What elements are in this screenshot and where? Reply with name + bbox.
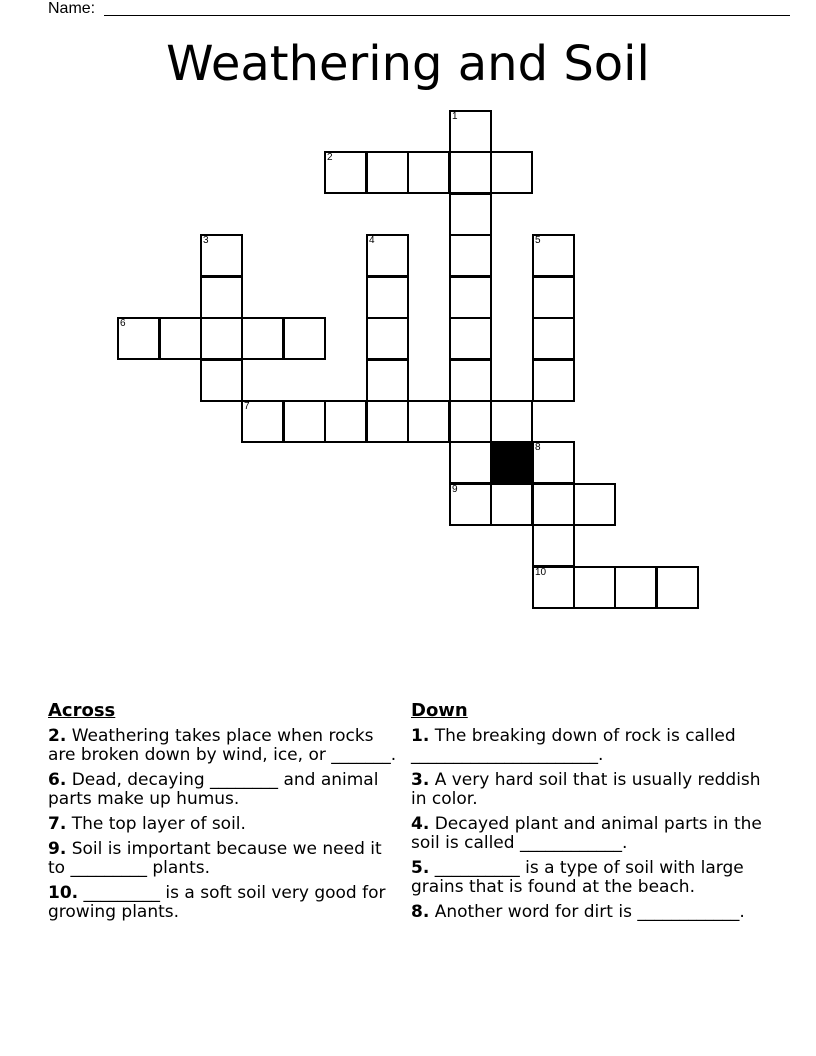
clue-text: A very hard soil that is usually reddish in color. — [411, 770, 761, 809]
crossword-cell[interactable] — [449, 276, 492, 319]
crossword-cell[interactable] — [283, 317, 326, 360]
clue-text: Soil is important because we need it to _________ plants. — [48, 839, 382, 878]
crossword-cell[interactable] — [532, 359, 575, 402]
clue-text: _________ is a soft soil very good for growing plants. — [48, 883, 386, 922]
crossword-cell[interactable] — [656, 566, 699, 609]
crossword-cell[interactable] — [324, 151, 367, 194]
clue-number: 6. — [48, 770, 67, 790]
crossword-cell[interactable] — [614, 566, 657, 609]
clue-item — [48, 884, 398, 922]
crossword-cell[interactable] — [366, 234, 409, 277]
crossword-cell[interactable] — [573, 483, 616, 526]
clue-number: 10. — [48, 883, 79, 903]
crossword-cell[interactable] — [490, 483, 533, 526]
clue-number: 8. — [411, 902, 430, 922]
clue-number: 8 — [535, 442, 541, 453]
clue-item — [411, 903, 776, 922]
clue-item — [411, 727, 776, 765]
clue-text: The top layer of soil. — [71, 814, 246, 834]
crossword-cell[interactable] — [366, 151, 409, 194]
clue-number: 7 — [244, 401, 250, 412]
clue-text: Decayed plant and animal parts in the soil is called ____________. — [411, 814, 762, 853]
crossword-cell[interactable] — [366, 276, 409, 319]
crossword-cell[interactable] — [449, 317, 492, 360]
crossword-cell[interactable] — [366, 317, 409, 360]
name-label: Name: — [48, 0, 96, 17]
crossword-cell[interactable] — [449, 400, 492, 443]
crossword-cell[interactable] — [449, 483, 492, 526]
clue-number: 4 — [369, 235, 375, 246]
crossword-cell[interactable] — [200, 276, 243, 319]
clue-number: 10 — [535, 567, 547, 578]
crossword-cell[interactable] — [200, 317, 243, 360]
clue-number: 2 — [327, 152, 333, 163]
crossword-cell[interactable] — [449, 359, 492, 402]
crossword-cell[interactable] — [366, 400, 409, 443]
clue-text: The breaking down of rock is called ______________________. — [411, 726, 736, 765]
crossword-cell[interactable] — [532, 276, 575, 319]
crossword-cell[interactable] — [532, 441, 575, 484]
down-heading: Down — [411, 700, 468, 721]
clue-number: 5 — [535, 235, 541, 246]
clue-number: 9 — [452, 484, 458, 495]
clue-text: __________ is a type of soil with large grains that is found at the beach. — [411, 858, 744, 897]
crossword-cell[interactable] — [407, 151, 450, 194]
crossword-cell[interactable] — [200, 359, 243, 402]
crossword-cell[interactable] — [573, 566, 616, 609]
crossword-cell[interactable] — [407, 400, 450, 443]
clue-item — [48, 840, 398, 878]
clue-item — [48, 815, 398, 834]
clue-number: 3 — [203, 235, 209, 246]
crossword-cell[interactable] — [241, 317, 284, 360]
clue-item — [411, 815, 776, 853]
crossword-cell[interactable] — [449, 193, 492, 236]
crossword-cell[interactable] — [159, 317, 202, 360]
clue-item — [48, 727, 398, 765]
clue-text: Dead, decaying ________ and animal parts make up humus. — [48, 770, 379, 809]
crossword-cell[interactable] — [532, 234, 575, 277]
crossword-cell[interactable] — [490, 400, 533, 443]
crossword-cell[interactable] — [490, 151, 533, 194]
crossword-cell[interactable] — [449, 151, 492, 194]
clue-number: 9. — [48, 839, 67, 859]
clue-text: Weathering takes place when rocks are broken down by wind, ice, or _______. — [48, 726, 397, 765]
page-title: Weathering and Soil — [166, 36, 650, 92]
crossword-cell[interactable] — [532, 524, 575, 567]
crossword-cell[interactable] — [283, 400, 326, 443]
across-heading: Across — [48, 700, 116, 721]
clue-number: 3. — [411, 770, 430, 790]
clue-number: 1 — [452, 111, 458, 122]
crossword-cell[interactable] — [449, 234, 492, 277]
clue-text: Another word for dirt is ____________. — [434, 902, 745, 922]
crossword-cell[interactable] — [532, 483, 575, 526]
crossword-cell[interactable] — [324, 400, 367, 443]
clue-item — [48, 771, 398, 809]
across-clues — [48, 700, 398, 928]
clue-number: 2. — [48, 726, 67, 746]
crossword-cell[interactable] — [200, 234, 243, 277]
crossword-cell[interactable] — [532, 317, 575, 360]
clue-number: 1. — [411, 726, 430, 746]
clue-number: 5. — [411, 858, 430, 878]
crossword-cell[interactable] — [366, 359, 409, 402]
crossword-cell[interactable] — [241, 400, 284, 443]
clue-number: 7. — [48, 814, 67, 834]
clue-item — [411, 771, 776, 809]
crossword-cell[interactable] — [449, 110, 492, 153]
crossword-cell[interactable] — [449, 441, 492, 484]
crossword-cell[interactable] — [532, 566, 575, 609]
crossword-cell[interactable] — [117, 317, 160, 360]
clue-number: 6 — [120, 318, 126, 329]
down-clues — [411, 700, 776, 928]
clue-item — [411, 859, 776, 897]
clue-number: 4. — [411, 814, 430, 834]
black-square — [490, 441, 533, 484]
